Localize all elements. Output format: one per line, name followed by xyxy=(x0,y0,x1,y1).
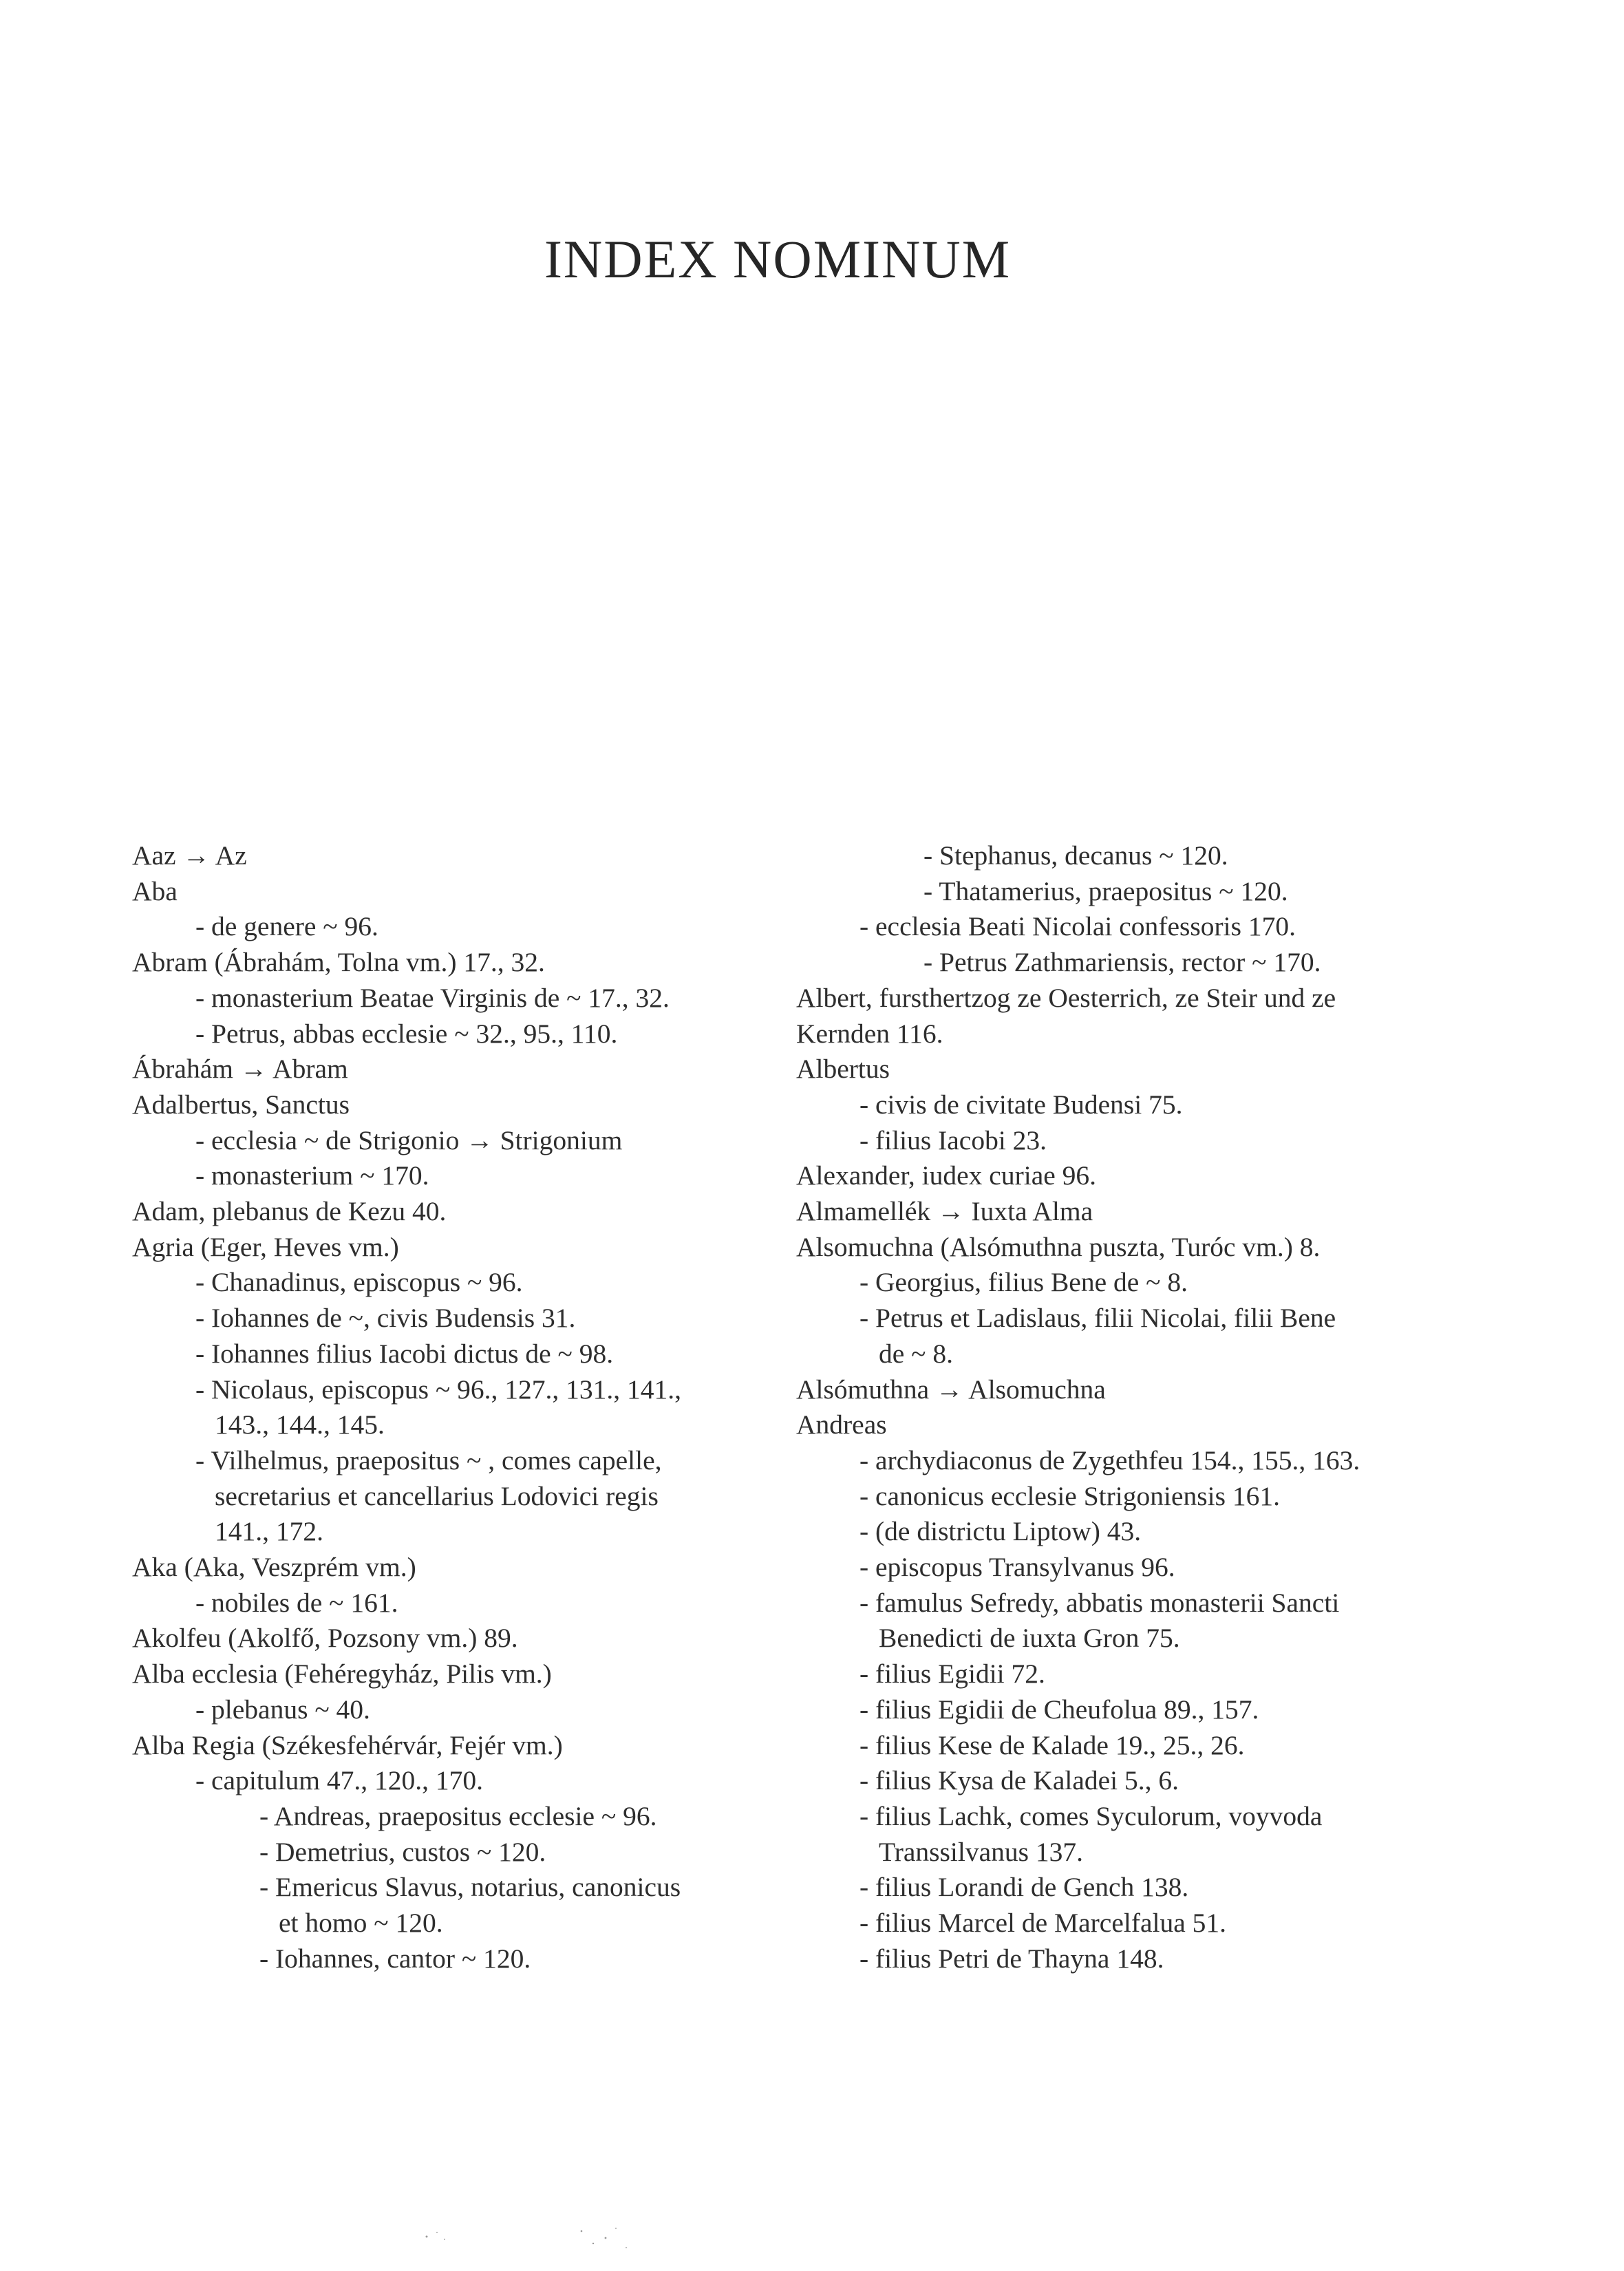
index-subentry: - monasterium Beatae Virginis de ~ 17., 32. xyxy=(195,982,670,1013)
index-subentry: - capitulum 47., 120., 170. xyxy=(195,1765,483,1796)
index-entry: Almamellék → Iuxta Alma xyxy=(796,1196,1093,1227)
index-entry: Aaz → Az xyxy=(132,840,247,871)
index-subentry: - filius Kysa de Kaladei 5., 6. xyxy=(859,1765,1179,1796)
index-entry: Alsomuchna (Alsómuthna puszta, Turóc vm.) 8. xyxy=(796,1231,1321,1262)
index-entry: Alba Regia (Székesfehérvár, Fejér vm.) xyxy=(132,1729,563,1760)
index-entry: Kernden 116. xyxy=(796,1018,943,1049)
index-entry-continuation: Benedicti de iuxta Gron 75. xyxy=(879,1623,1180,1654)
index-subentry: - monasterium ~ 170. xyxy=(195,1160,429,1191)
index-subentry: - Demetrius, custos ~ 120. xyxy=(259,1836,546,1867)
index-subentry: - Stephanus, decanus ~ 120. xyxy=(923,840,1228,871)
index-entry: Aba xyxy=(132,875,178,906)
index-subentry: - Chanadinus, episcopus ~ 96. xyxy=(195,1267,523,1298)
index-subentry: - canonicus ecclesie Strigoniensis 161. xyxy=(859,1480,1280,1511)
index-subentry: - Andreas, praepositus ecclesie ~ 96. xyxy=(259,1800,657,1831)
index-subentry: - filius Lachk, comes Syculorum, voyvoda xyxy=(859,1800,1323,1831)
index-entry: Albertus xyxy=(796,1054,890,1085)
index-entry-continuation: de ~ 8. xyxy=(879,1338,954,1369)
index-entry-continuation: 143., 144., 145. xyxy=(215,1409,385,1440)
index-entry: Aka (Aka, Veszprém vm.) xyxy=(132,1552,416,1583)
index-subentry: - Petrus Zathmariensis, rector ~ 170. xyxy=(923,947,1321,978)
index-column-right xyxy=(796,838,1505,1977)
index-subentry: - filius Petri de Thayna 148. xyxy=(859,1943,1164,1974)
index-entry: Ábrahám → Abram xyxy=(132,1054,348,1085)
index-entry: Adam, plebanus de Kezu 40. xyxy=(132,1196,447,1227)
index-subentry: - plebanus ~ 40. xyxy=(195,1694,370,1725)
index-entry: Alsómuthna → Alsomuchna xyxy=(796,1374,1106,1405)
index-subentry: - Thatamerius, praepositus ~ 120. xyxy=(923,875,1288,906)
index-subentry: - Emericus Slavus, notarius, canonicus xyxy=(259,1872,681,1903)
index-subentry: - (de districtu Liptow) 43. xyxy=(859,1516,1142,1547)
index-entry: Alexander, iudex curiae 96. xyxy=(796,1160,1097,1191)
index-subentry: - de genere ~ 96. xyxy=(195,911,378,942)
index-subentry: - Nicolaus, episcopus ~ 96., 127., 131., 141., xyxy=(195,1374,681,1405)
index-subentry: - filius Kese de Kalade 19., 25., 26. xyxy=(859,1729,1245,1760)
index-subentry: - filius Egidii 72. xyxy=(859,1659,1045,1689)
index-subentry: - filius Egidii de Cheufolua 89., 157. xyxy=(859,1694,1259,1725)
index-entry-continuation: et homo ~ 120. xyxy=(279,1908,443,1939)
index-entry: Agria (Eger, Heves vm.) xyxy=(132,1231,399,1262)
index-subentry: - Iohannes de ~, civis Budensis 31. xyxy=(195,1303,576,1334)
index-subentry: - Petrus, abbas ecclesie ~ 32., 95., 110. xyxy=(195,1018,618,1049)
index-entry: Abram (Ábrahám, Tolna vm.) 17., 32. xyxy=(132,947,545,978)
index-column-left xyxy=(132,838,820,1977)
index-entry-continuation: secretarius et cancellarius Lodovici regis xyxy=(215,1480,659,1511)
page-title: INDEX NOMINUM xyxy=(544,229,1012,289)
index-entry-continuation: 141., 172. xyxy=(215,1516,323,1547)
index-subentry: - ecclesia ~ de Strigonio → Strigonium xyxy=(195,1124,623,1155)
index-entry: Adalbertus, Sanctus xyxy=(132,1089,350,1120)
index-entry: Alba ecclesia (Fehéregyház, Pilis vm.) xyxy=(132,1659,552,1689)
index-subentry: - ecclesia Beati Nicolai confessoris 170. xyxy=(859,911,1296,942)
index-subentry: - civis de civitate Budensi 75. xyxy=(859,1089,1183,1120)
scan-specks xyxy=(413,2223,688,2257)
index-subentry: - filius Lorandi de Gench 138. xyxy=(859,1872,1189,1903)
index-entry: Albert, fursthertzog ze Oesterrich, ze Steir und ze xyxy=(796,982,1336,1013)
index-subentry: - Vilhelmus, praepositus ~ , comes capelle, xyxy=(195,1444,662,1475)
index-subentry: - Iohannes, cantor ~ 120. xyxy=(259,1943,531,1974)
index-subentry: - Georgius, filius Bene de ~ 8. xyxy=(859,1267,1188,1298)
index-entry: Andreas xyxy=(796,1409,887,1440)
index-entry: Akolfeu (Akolfő, Pozsony vm.) 89. xyxy=(132,1623,518,1654)
index-subentry: - Petrus et Ladislaus, filii Nicolai, filii Bene xyxy=(859,1303,1336,1334)
index-subentry: - Iohannes filius Iacobi dictus de ~ 98. xyxy=(195,1338,614,1369)
index-entry-continuation: Transsilvanus 137. xyxy=(879,1836,1084,1867)
index-subentry: - archydiaconus de Zygethfeu 154., 155., 163. xyxy=(859,1444,1360,1475)
index-subentry: - nobiles de ~ 161. xyxy=(195,1587,398,1618)
index-subentry: - episcopus Transylvanus 96. xyxy=(859,1552,1175,1583)
index-subentry: - filius Marcel de Marcelfalua 51. xyxy=(859,1908,1227,1939)
index-subentry: - famulus Sefredy, abbatis monasterii Sancti xyxy=(859,1587,1340,1618)
index-subentry: - filius Iacobi 23. xyxy=(859,1124,1047,1155)
